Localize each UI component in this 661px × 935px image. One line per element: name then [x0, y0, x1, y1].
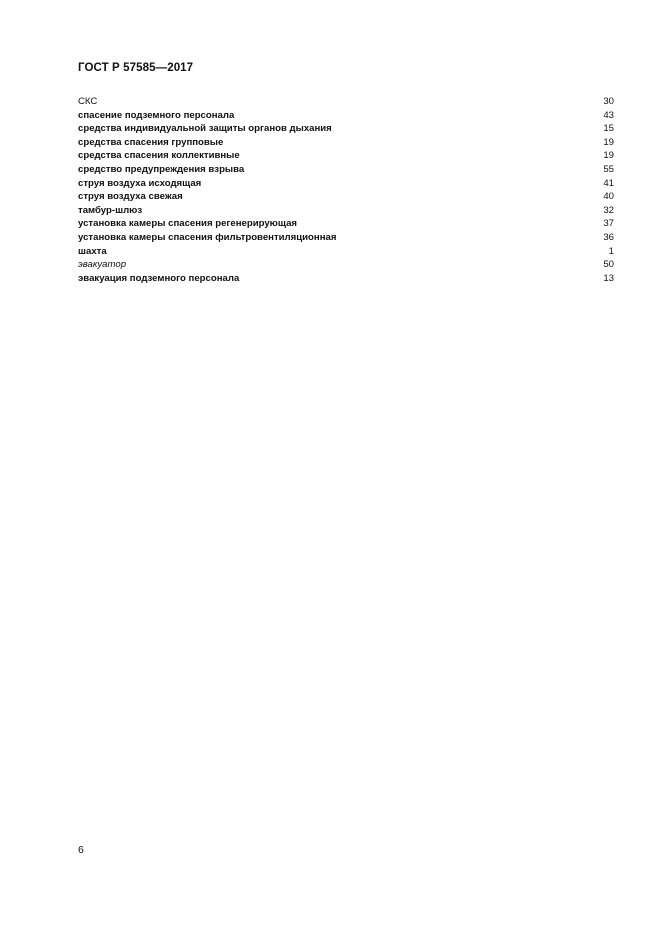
index-term: шахта [78, 245, 107, 257]
index-row [78, 95, 614, 109]
document-header: ГОСТ Р 57585—2017 [78, 62, 194, 74]
index-number: 55 [603, 163, 614, 175]
index-term: установка камеры спасения фильтровентиляционная [78, 231, 337, 243]
index-term: спасение подземного персонала [78, 109, 235, 121]
index-number: 36 [603, 231, 614, 243]
index-row [78, 272, 614, 286]
index-number: 41 [603, 177, 614, 189]
index-row [78, 231, 614, 245]
index-term: установка камеры спасения регенерирующая [78, 218, 298, 230]
index-term: средства спасения групповые [78, 136, 224, 148]
index-number: 37 [603, 218, 614, 230]
index-term: эвакуатор [78, 259, 127, 271]
index-row [78, 149, 614, 163]
index-number: 13 [603, 272, 614, 284]
index-number: 43 [603, 109, 614, 121]
index-row [78, 136, 614, 150]
index-number: 15 [603, 123, 614, 135]
index-term: струя воздуха свежая [78, 191, 183, 203]
index-number: 30 [603, 96, 614, 107]
index-row [78, 122, 614, 136]
index-row [78, 217, 614, 231]
index-row [78, 204, 614, 218]
index-term: СКС [78, 96, 98, 107]
index-term: средство предупреждения взрыва [78, 163, 245, 175]
alphabetical-index [78, 95, 614, 285]
page-number: 6 [78, 844, 84, 856]
index-term: средства индивидуальной защиты органов дыхания [78, 123, 332, 135]
index-number: 32 [603, 204, 614, 216]
index-term: тамбур-шлюз [78, 204, 143, 216]
index-row [78, 190, 614, 204]
index-row [78, 177, 614, 191]
index-term: средства спасения коллективные [78, 150, 240, 162]
index-row [78, 245, 614, 259]
index-row [78, 258, 614, 272]
index-term: струя воздуха исходящая [78, 177, 202, 189]
index-number: 19 [603, 136, 614, 148]
index-number: 40 [603, 191, 614, 203]
index-number: 19 [603, 150, 614, 162]
index-number: 1 [608, 245, 614, 257]
index-term: эвакуация подземного персонала [78, 272, 240, 284]
index-number: 50 [603, 259, 614, 271]
index-row [78, 163, 614, 177]
index-row [78, 109, 614, 123]
